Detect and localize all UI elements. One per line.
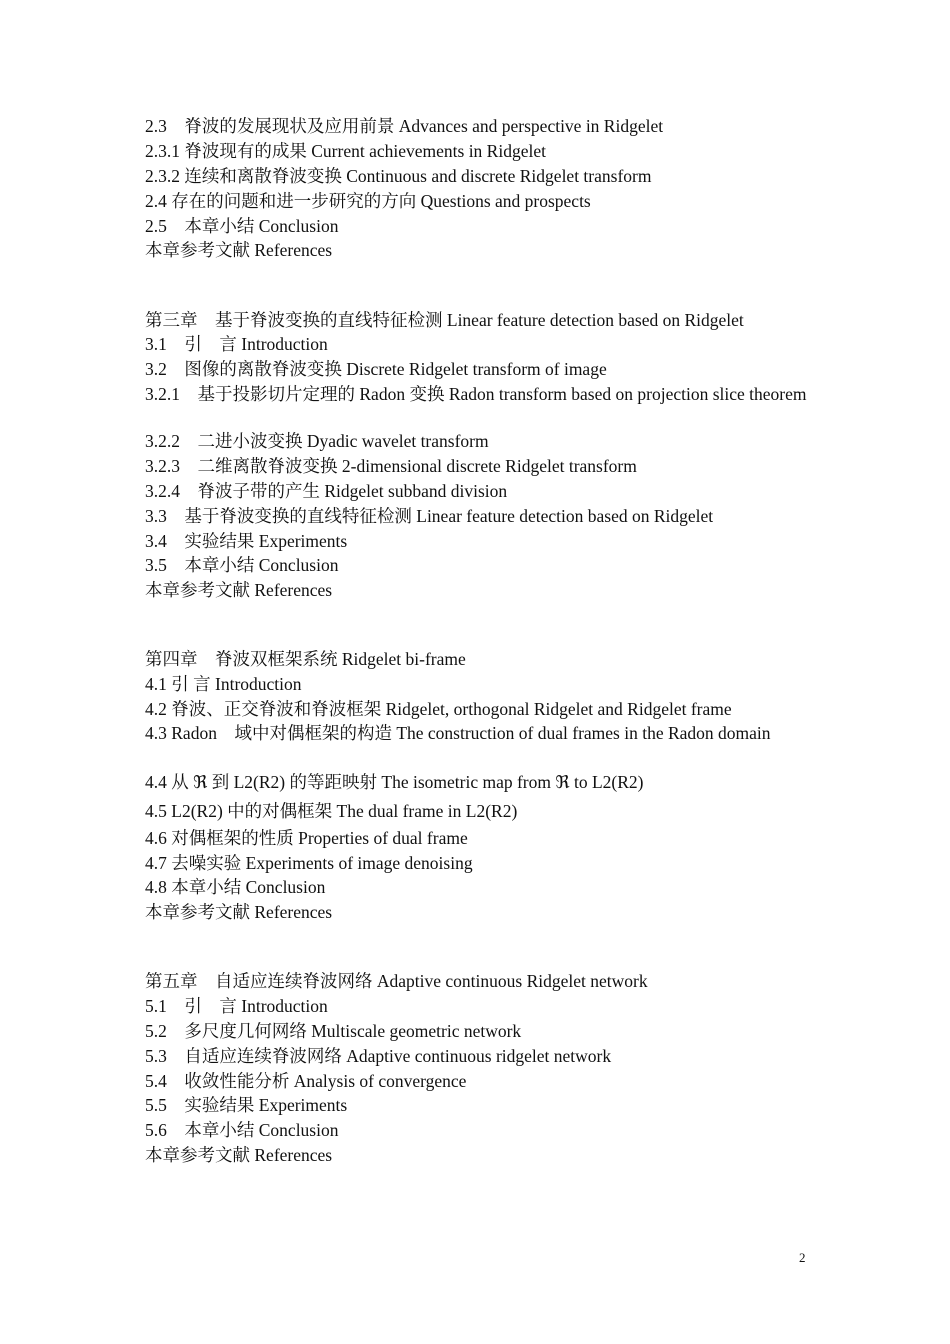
toc-entry-2-4: 2.4 存在的问题和进一步研究的方向 Questions and prospects bbox=[145, 191, 591, 211]
toc-entry-2-5: 2.5 本章小结 Conclusion bbox=[145, 216, 339, 236]
toc-entry-2-3: 2.3 脊波的发展现状及应用前景 Advances and perspective in Ridgelet bbox=[145, 116, 664, 136]
toc-entry-4-8: 4.8 本章小结 Conclusion bbox=[145, 877, 326, 897]
toc-entry-5-5: 5.5 实验结果 Experiments bbox=[145, 1095, 348, 1115]
toc-entry-ch3-references: 本章参考文献 References bbox=[145, 580, 333, 600]
toc-entry-3-2-2: 3.2.2 二进小波变换 Dyadic wavelet transform bbox=[145, 431, 489, 451]
toc-entry-ch5-references: 本章参考文献 References bbox=[145, 1145, 333, 1165]
toc-entry-5-1: 5.1 引 言 Introduction bbox=[145, 996, 328, 1016]
toc-entry-3-1: 3.1 引 言 Introduction bbox=[145, 334, 328, 354]
toc-entry-2-3-1: 2.3.1 脊波现有的成果 Current achievements in Ridgelet bbox=[145, 141, 546, 161]
toc-entry-4-1: 4.1 引 言 Introduction bbox=[145, 674, 302, 694]
chapter-5-title: 第五章 自适应连续脊波网络 Adaptive continuous Ridgelet network bbox=[145, 971, 648, 991]
toc-entry-5-6: 5.6 本章小结 Conclusion bbox=[145, 1120, 339, 1140]
toc-entry-4-2: 4.2 脊波、正交脊波和脊波框架 Ridgelet, orthogonal Ridgelet and Ridgelet frame bbox=[145, 699, 732, 719]
toc-entry-3-2-3: 3.2.3 二维离散脊波变换 2-dimensional discrete Ridgelet transform bbox=[145, 456, 637, 476]
chapter-4-title: 第四章 脊波双框架系统 Ridgelet bi-frame bbox=[145, 649, 466, 669]
toc-entry-5-2: 5.2 多尺度几何网络 Multiscale geometric network bbox=[145, 1021, 522, 1041]
toc-entry-ch4-references: 本章参考文献 References bbox=[145, 902, 333, 922]
toc-entry-4-7: 4.7 去噪实验 Experiments of image denoising bbox=[145, 853, 473, 873]
toc-entry-3-2-1: 3.2.1 基于投影切片定理的 Radon 变换 Radon transform based on projection slice theorem bbox=[145, 384, 807, 404]
toc-entry-5-4: 5.4 收敛性能分析 Analysis of convergence bbox=[145, 1071, 467, 1091]
toc-entry-5-3: 5.3 自适应连续脊波网络 Adaptive continuous ridgelet network bbox=[145, 1046, 612, 1066]
toc-entry-4-5: 4.5 L2(R2) 中的对偶框架 The dual frame in L2(R2) bbox=[145, 801, 518, 821]
toc-entry-4-3: 4.3 Radon 域中对偶框架的构造 The construction of dual frames in the Radon domain bbox=[145, 723, 771, 743]
chapter-3-title: 第三章 基于脊波变换的直线特征检测 Linear feature detection based on Ridgelet bbox=[145, 310, 744, 330]
toc-entry-3-5: 3.5 本章小结 Conclusion bbox=[145, 555, 339, 575]
toc-entry-ch2-references: 本章参考文献 References bbox=[145, 240, 333, 260]
toc-entry-3-2: 3.2 图像的离散脊波变换 Discrete Ridgelet transform of image bbox=[145, 359, 607, 379]
toc-entry-3-3: 3.3 基于脊波变换的直线特征检测 Linear feature detection based on Ridgelet bbox=[145, 506, 714, 526]
toc-entry-4-4: 4.4 从 ℜ 到 L2(R2) 的等距映射 The isometric map from ℜ to L2(R2) bbox=[145, 772, 644, 792]
toc-entry-3-2-4: 3.2.4 脊波子带的产生 Ridgelet subband division bbox=[145, 481, 508, 501]
page-number: 2 bbox=[799, 1250, 806, 1265]
toc-entry-3-4: 3.4 实验结果 Experiments bbox=[145, 531, 348, 551]
toc-entry-4-6: 4.6 对偶框架的性质 Properties of dual frame bbox=[145, 828, 468, 848]
toc-entry-2-3-2: 2.3.2 连续和离散脊波变换 Continuous and discrete Ridgelet transform bbox=[145, 166, 652, 186]
